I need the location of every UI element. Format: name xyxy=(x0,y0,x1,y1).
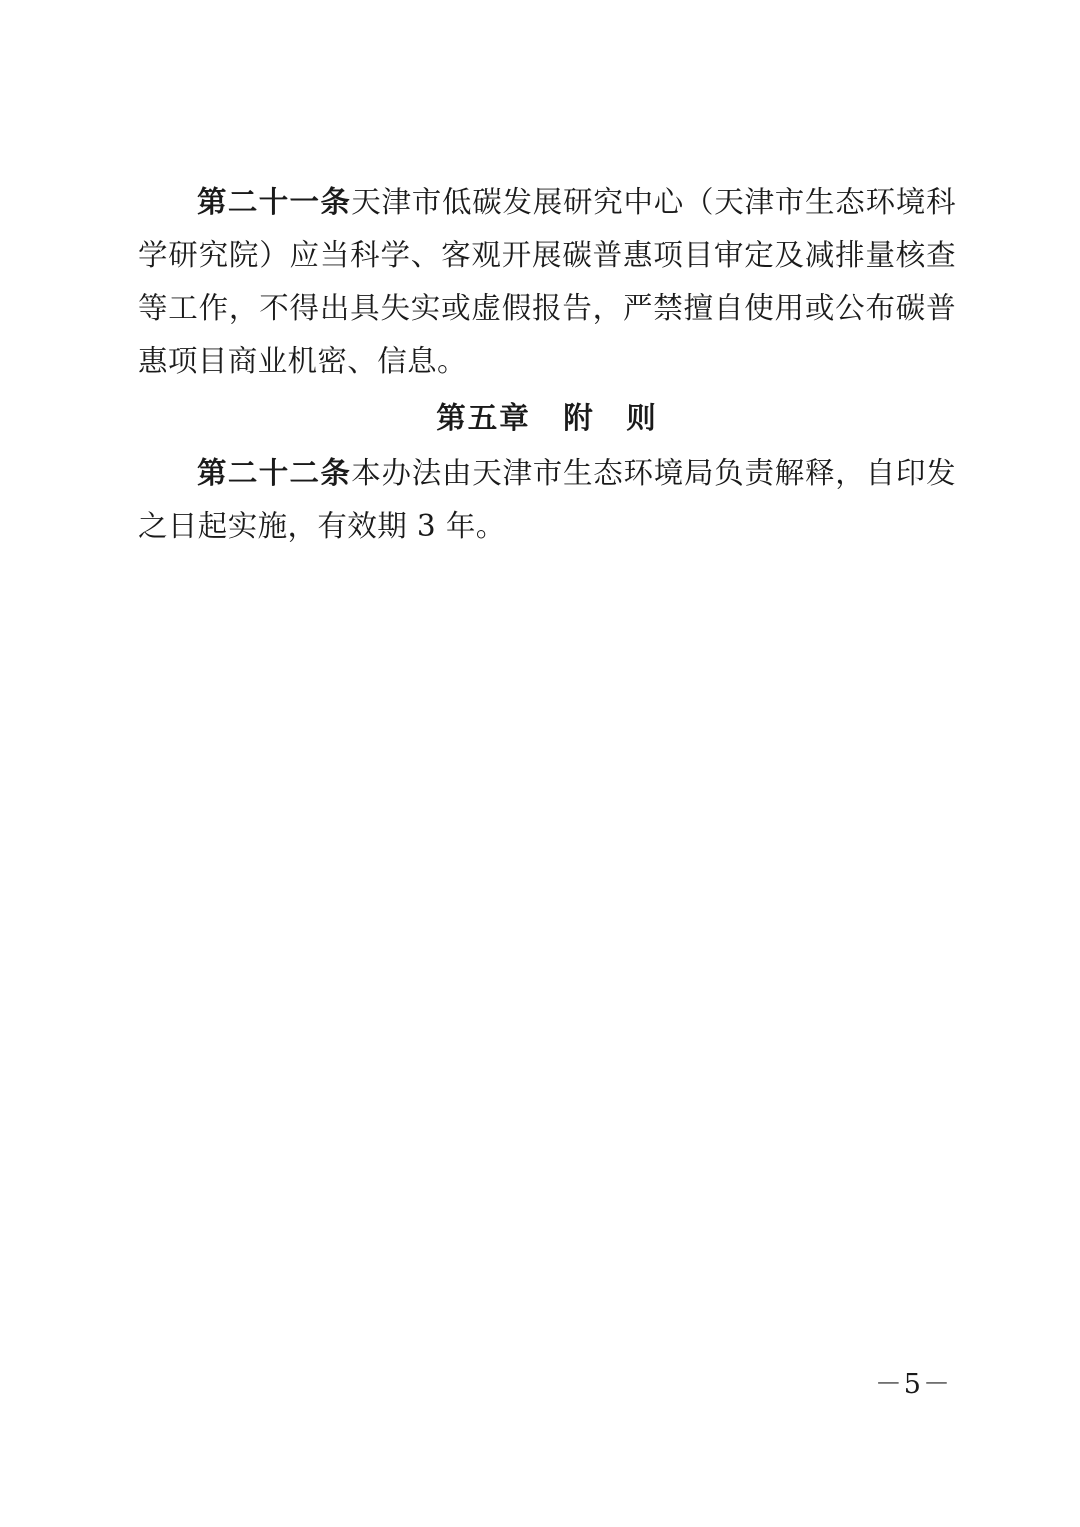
article-22-text: 本办法由天津市生态环境局负责解释，自印发之日起实施，有效期 3 年。 xyxy=(138,456,956,543)
chapter-5-title: 附 则 xyxy=(563,400,658,435)
article-21-text: 天津市低碳发展研究中心（天津市生态环境科学研究院）应当科学、客观开展碳普惠项目审定及减排量核查等工作，不得出具失实或虚假报告，严禁擅自使用或公布碳普惠项目商业机密、信息。 xyxy=(138,185,956,378)
chapter-5-heading xyxy=(138,391,956,444)
article-22-label: 第二十二条 xyxy=(197,455,352,490)
article-21-paragraph xyxy=(138,175,956,388)
article-21-label: 第二十一条 xyxy=(197,184,352,219)
page-footer xyxy=(0,1362,1080,1401)
chapter-5-number: 第五章 xyxy=(436,400,531,435)
page-number: －5－ xyxy=(874,1369,952,1400)
article-22-paragraph xyxy=(138,446,956,553)
document-body xyxy=(138,175,956,553)
